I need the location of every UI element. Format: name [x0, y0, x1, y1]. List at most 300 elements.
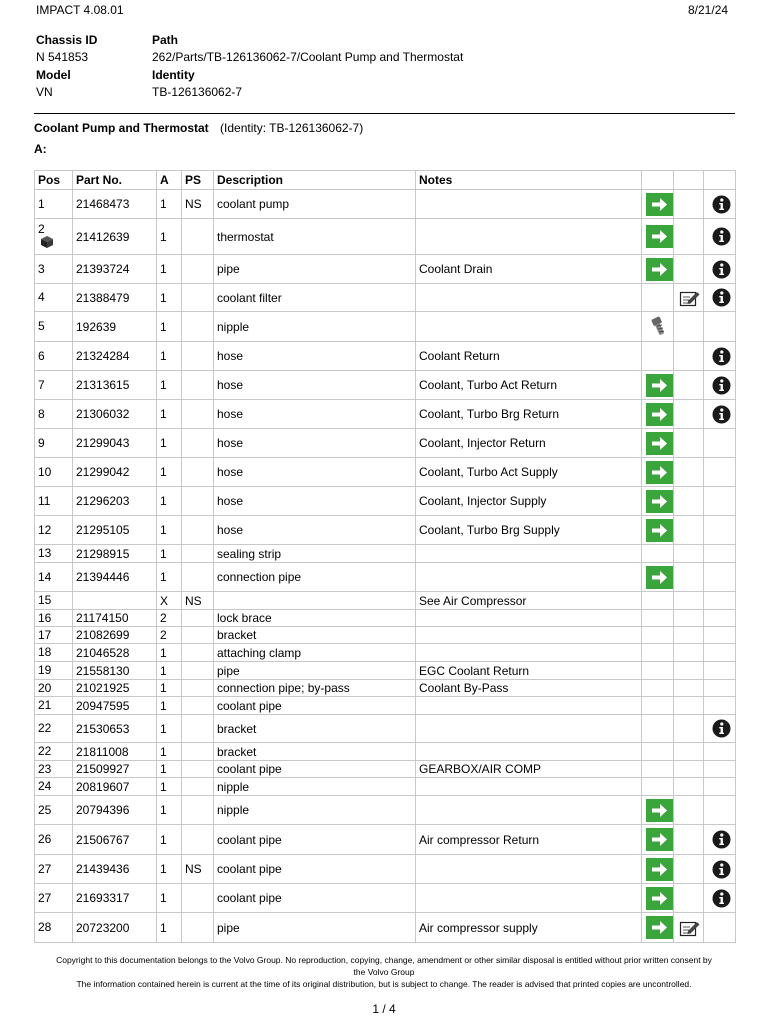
cell-action-3 — [704, 697, 736, 715]
cell-a: 1 — [157, 743, 182, 761]
cell-a: 1 — [157, 312, 182, 342]
cell-action-1 — [642, 680, 674, 697]
cell-action-3 — [704, 825, 736, 855]
table-row — [35, 697, 736, 715]
parts-table — [34, 170, 736, 943]
cell-notes — [416, 715, 642, 743]
cell-pos — [35, 913, 73, 943]
arrow-right-icon[interactable] — [646, 225, 673, 248]
cell-part-no — [73, 592, 157, 610]
cell-notes — [416, 644, 642, 662]
cell-a: 1 — [157, 219, 182, 255]
cell-notes — [416, 697, 642, 715]
cell-a: X — [157, 592, 182, 610]
cell-notes: GEARBOX/AIR COMP — [416, 761, 642, 778]
cell-action-1 — [642, 761, 674, 778]
cell-a: 1 — [157, 761, 182, 778]
cell-action-2 — [674, 697, 704, 715]
cell-ps — [182, 545, 214, 563]
cell-action-3 — [704, 884, 736, 913]
pos-value: 26 — [38, 832, 52, 846]
cell-action-1 — [642, 219, 674, 255]
cell-action-1 — [642, 545, 674, 563]
cell-action-1 — [642, 255, 674, 284]
edit-note-icon[interactable] — [679, 289, 701, 307]
cell-notes — [416, 312, 642, 342]
cell-pos — [35, 715, 73, 743]
arrow-right-icon[interactable] — [646, 858, 673, 881]
cell-part-no: 21174150 — [73, 610, 157, 627]
col-part-no: Part No. — [73, 171, 157, 190]
cell-pos — [35, 610, 73, 627]
cell-ps — [182, 371, 214, 400]
cell-action-2 — [674, 487, 704, 516]
part-box-icon — [40, 235, 54, 249]
cell-ps — [182, 697, 214, 715]
cell-notes: Air compressor supply — [416, 913, 642, 943]
cell-pos — [35, 563, 73, 592]
cell-a: 1 — [157, 662, 182, 680]
model-label: Model — [36, 68, 71, 82]
cell-ps — [182, 284, 214, 312]
pos-value: 3 — [38, 261, 45, 276]
footer-line-2: the Volvo Group — [353, 967, 415, 977]
col-action-2 — [674, 171, 704, 190]
cell-action-1 — [642, 855, 674, 884]
cell-action-1 — [642, 913, 674, 943]
arrow-right-icon[interactable] — [646, 799, 673, 822]
cell-part-no: 21393724 — [73, 255, 157, 284]
print-date: 8/21/24 — [688, 3, 729, 17]
cell-ps — [182, 255, 214, 284]
cell-ps — [182, 680, 214, 697]
cell-action-2 — [674, 715, 704, 743]
cell-ps — [182, 610, 214, 627]
cell-part-no: 21021925 — [73, 680, 157, 697]
cell-action-2 — [674, 761, 704, 778]
cell-action-3 — [704, 429, 736, 458]
cell-action-2 — [674, 190, 704, 219]
cell-notes — [416, 796, 642, 825]
pos-value: 11 — [38, 493, 51, 508]
cell-action-1 — [642, 796, 674, 825]
cell-action-3 — [704, 592, 736, 610]
cell-ps — [182, 516, 214, 545]
cell-ps — [182, 662, 214, 680]
col-a: A — [157, 171, 182, 190]
cell-description: nipple — [214, 778, 416, 796]
cell-part-no: 20819607 — [73, 778, 157, 796]
pos-value: 8 — [38, 406, 45, 421]
cell-pos — [35, 516, 73, 545]
arrow-right-icon[interactable] — [646, 887, 673, 910]
cell-ps — [182, 458, 214, 487]
info-icon[interactable] — [712, 376, 731, 395]
arrow-right-icon[interactable] — [646, 519, 673, 542]
pos-value: 21 — [38, 698, 52, 712]
info-icon[interactable] — [712, 405, 731, 424]
cell-pos — [35, 458, 73, 487]
section-identity: (Identity: TB-126136062-7) — [220, 121, 364, 135]
table-row — [35, 796, 736, 825]
cell-a: 1 — [157, 400, 182, 429]
cell-action-1 — [642, 190, 674, 219]
cell-action-3 — [704, 627, 736, 644]
cell-action-2 — [674, 563, 704, 592]
cell-ps — [182, 487, 214, 516]
cell-pos — [35, 429, 73, 458]
pos-value: 13 — [38, 546, 52, 560]
cell-part-no: 21530653 — [73, 715, 157, 743]
cell-action-2 — [674, 680, 704, 697]
cell-action-2 — [674, 913, 704, 943]
info-icon[interactable] — [712, 195, 731, 214]
table-row — [35, 644, 736, 662]
cell-action-1 — [642, 487, 674, 516]
arrow-right-icon[interactable] — [646, 374, 673, 397]
cell-description: pipe — [214, 913, 416, 943]
cell-action-2 — [674, 458, 704, 487]
model-value: VN — [36, 85, 53, 99]
table-row — [35, 913, 736, 943]
cell-a: 1 — [157, 855, 182, 884]
cell-action-3 — [704, 219, 736, 255]
cell-action-3 — [704, 342, 736, 371]
cell-part-no: 21811008 — [73, 743, 157, 761]
pos-value: 10 — [38, 464, 52, 479]
cell-ps — [182, 796, 214, 825]
cell-action-3 — [704, 855, 736, 884]
cell-action-1 — [642, 371, 674, 400]
cell-description: coolant pipe — [214, 884, 416, 913]
cell-ps — [182, 644, 214, 662]
table-row — [35, 855, 736, 884]
pos-value: 17 — [38, 627, 52, 642]
table-row — [35, 284, 736, 312]
table-row — [35, 592, 736, 610]
cell-ps — [182, 761, 214, 778]
cell-action-3 — [704, 371, 736, 400]
table-row — [35, 825, 736, 855]
cell-description: pipe — [214, 255, 416, 284]
cell-notes — [416, 190, 642, 219]
cell-a: 1 — [157, 458, 182, 487]
cell-action-3 — [704, 458, 736, 487]
cell-ps — [182, 778, 214, 796]
cell-description: connection pipe — [214, 563, 416, 592]
pos-value: 5 — [38, 319, 45, 333]
cell-pos — [35, 644, 73, 662]
cell-a: 1 — [157, 429, 182, 458]
cell-a: 1 — [157, 697, 182, 715]
cell-action-2 — [674, 592, 704, 610]
pos-value: 7 — [38, 377, 45, 392]
cell-pos — [35, 855, 73, 884]
cell-action-1 — [642, 342, 674, 371]
arrow-right-icon[interactable] — [646, 461, 673, 484]
col-pos: Pos — [35, 171, 73, 190]
cell-part-no: 21299043 — [73, 429, 157, 458]
info-icon[interactable] — [712, 830, 731, 849]
cell-action-1 — [642, 778, 674, 796]
table-row — [35, 190, 736, 219]
table-row — [35, 429, 736, 458]
col-ps: PS — [182, 171, 214, 190]
cell-ps — [182, 743, 214, 761]
pos-value: 19 — [38, 663, 52, 677]
col-action-1 — [642, 171, 674, 190]
col-description: Description — [214, 171, 416, 190]
cell-ps — [182, 715, 214, 743]
cell-a: 1 — [157, 545, 182, 563]
cell-description — [214, 592, 416, 610]
cell-pos — [35, 778, 73, 796]
cell-description: connection pipe; by-pass — [214, 680, 416, 697]
cell-a: 1 — [157, 190, 182, 219]
cell-part-no: 21299042 — [73, 458, 157, 487]
cell-description: sealing strip — [214, 545, 416, 563]
info-icon[interactable] — [712, 719, 731, 738]
cell-part-no: 20723200 — [73, 913, 157, 943]
cell-description: hose — [214, 400, 416, 429]
cell-part-no: 21296203 — [73, 487, 157, 516]
cell-part-no: 20947595 — [73, 697, 157, 715]
cell-notes: Coolant, Turbo Brg Supply — [416, 516, 642, 545]
cell-notes: Coolant, Turbo Act Return — [416, 371, 642, 400]
cell-action-3 — [704, 312, 736, 342]
cell-action-2 — [674, 516, 704, 545]
arrow-right-icon[interactable] — [646, 916, 673, 939]
cell-part-no: 21313615 — [73, 371, 157, 400]
info-icon[interactable] — [712, 860, 731, 879]
pos-value: 27 — [38, 890, 52, 905]
cell-action-2 — [674, 610, 704, 627]
cell-notes — [416, 284, 642, 312]
cell-action-1 — [642, 592, 674, 610]
cell-a: 2 — [157, 627, 182, 644]
cell-action-1 — [642, 884, 674, 913]
cell-action-1 — [642, 644, 674, 662]
info-icon[interactable] — [712, 260, 731, 279]
cell-description: attaching clamp — [214, 644, 416, 662]
table-row — [35, 545, 736, 563]
footer-line-1: Copyright to this documentation belongs to the Volvo Group. No reproduction, copying, change, amendment or other similar disposal is entitled without prior written consent by — [56, 955, 712, 965]
pos-value: 20 — [38, 680, 52, 695]
pos-value: 1 — [38, 196, 45, 211]
cell-notes: Coolant, Injector Return — [416, 429, 642, 458]
pos-value: 4 — [38, 290, 45, 304]
cell-notes — [416, 610, 642, 627]
arrow-right-icon[interactable] — [646, 432, 673, 455]
pos-value: 14 — [38, 569, 52, 584]
cell-part-no: 21082699 — [73, 627, 157, 644]
cell-pos — [35, 312, 73, 342]
cell-notes — [416, 884, 642, 913]
cell-notes: Coolant, Turbo Act Supply — [416, 458, 642, 487]
table-row — [35, 371, 736, 400]
cell-action-2 — [674, 284, 704, 312]
cell-pos — [35, 255, 73, 284]
cell-ps: NS — [182, 855, 214, 884]
cell-description: coolant pipe — [214, 697, 416, 715]
info-icon[interactable] — [712, 347, 731, 366]
cell-notes: Air compressor Return — [416, 825, 642, 855]
cell-action-2 — [674, 400, 704, 429]
cell-description: hose — [214, 516, 416, 545]
table-row — [35, 610, 736, 627]
cell-action-2 — [674, 855, 704, 884]
cell-action-2 — [674, 255, 704, 284]
pos-value: 15 — [38, 593, 52, 607]
cell-action-2 — [674, 219, 704, 255]
cell-action-3 — [704, 610, 736, 627]
cell-notes: Coolant, Injector Supply — [416, 487, 642, 516]
cell-description: hose — [214, 371, 416, 400]
cell-pos — [35, 627, 73, 644]
cell-notes: Coolant Drain — [416, 255, 642, 284]
cell-ps — [182, 219, 214, 255]
pos-value: 24 — [38, 779, 52, 793]
pos-value: 16 — [38, 610, 52, 625]
cell-description: hose — [214, 487, 416, 516]
info-icon[interactable] — [712, 889, 731, 908]
cell-notes: See Air Compressor — [416, 592, 642, 610]
page-number: 1 / 4 — [372, 1002, 396, 1016]
cell-action-2 — [674, 743, 704, 761]
cell-part-no: 21506767 — [73, 825, 157, 855]
table-row — [35, 662, 736, 680]
arrow-right-icon[interactable] — [646, 193, 673, 216]
cell-ps — [182, 563, 214, 592]
cell-description: coolant pipe — [214, 761, 416, 778]
section-a-label: A: — [34, 142, 47, 156]
cell-notes — [416, 778, 642, 796]
cell-part-no: 21468473 — [73, 190, 157, 219]
table-row — [35, 563, 736, 592]
cell-action-3 — [704, 743, 736, 761]
cell-action-2 — [674, 545, 704, 563]
cell-a: 1 — [157, 825, 182, 855]
cell-a: 1 — [157, 778, 182, 796]
cell-pos — [35, 796, 73, 825]
cell-notes — [416, 743, 642, 761]
cell-description: coolant pipe — [214, 825, 416, 855]
cell-action-2 — [674, 884, 704, 913]
cell-description: nipple — [214, 796, 416, 825]
cell-action-1 — [642, 563, 674, 592]
cell-action-3 — [704, 400, 736, 429]
info-icon[interactable] — [712, 288, 731, 307]
cell-action-1 — [642, 825, 674, 855]
cell-description: hose — [214, 429, 416, 458]
cell-action-3 — [704, 796, 736, 825]
pos-value: 25 — [38, 802, 52, 817]
pos-value: 27 — [38, 861, 52, 876]
cell-a: 1 — [157, 371, 182, 400]
cell-a: 1 — [157, 913, 182, 943]
cell-action-1 — [642, 743, 674, 761]
cell-action-3 — [704, 680, 736, 697]
cell-notes — [416, 219, 642, 255]
cell-action-2 — [674, 312, 704, 342]
cell-description: bracket — [214, 743, 416, 761]
edit-note-icon[interactable] — [679, 919, 701, 937]
cell-action-3 — [704, 284, 736, 312]
cell-part-no: 21693317 — [73, 884, 157, 913]
arrow-right-icon[interactable] — [646, 828, 673, 851]
cell-part-no: 21412639 — [73, 219, 157, 255]
info-icon[interactable] — [712, 227, 731, 246]
table-row — [35, 884, 736, 913]
arrow-right-icon[interactable] — [646, 258, 673, 281]
cell-a: 1 — [157, 255, 182, 284]
cell-notes — [416, 627, 642, 644]
cell-pos — [35, 400, 73, 429]
table-row — [35, 342, 736, 371]
cell-notes — [416, 855, 642, 884]
table-row — [35, 312, 736, 342]
cell-part-no: 21306032 — [73, 400, 157, 429]
pos-value: 2 — [38, 222, 45, 236]
cell-part-no: 20794396 — [73, 796, 157, 825]
cell-action-1 — [642, 429, 674, 458]
cell-pos — [35, 884, 73, 913]
cell-action-2 — [674, 796, 704, 825]
pos-value: 12 — [38, 522, 52, 537]
identity-value: TB-126136062-7 — [152, 85, 243, 99]
cell-a: 1 — [157, 796, 182, 825]
cell-action-3 — [704, 913, 736, 943]
cell-pos — [35, 545, 73, 563]
cell-part-no: 21298915 — [73, 545, 157, 563]
identity-label: Identity — [152, 68, 195, 82]
pos-value: 18 — [38, 645, 52, 659]
cell-part-no: 192639 — [73, 312, 157, 342]
arrow-right-icon[interactable] — [646, 490, 673, 513]
cell-description: coolant pump — [214, 190, 416, 219]
cell-pos — [35, 743, 73, 761]
cell-a: 2 — [157, 610, 182, 627]
cell-a: 1 — [157, 680, 182, 697]
chassis-value: N 541853 — [36, 50, 89, 64]
cell-action-3 — [704, 662, 736, 680]
col-notes: Notes — [416, 171, 642, 190]
cell-ps — [182, 627, 214, 644]
cell-action-2 — [674, 429, 704, 458]
cell-action-1 — [642, 715, 674, 743]
nipple-part-icon — [650, 316, 668, 338]
table-row — [35, 715, 736, 743]
arrow-right-icon[interactable] — [646, 566, 673, 589]
cell-action-1 — [642, 697, 674, 715]
cell-notes — [416, 545, 642, 563]
cell-notes: Coolant Return — [416, 342, 642, 371]
table-row — [35, 400, 736, 429]
chassis-label: Chassis ID — [36, 33, 98, 47]
cell-part-no: 21558130 — [73, 662, 157, 680]
cell-part-no: 21295105 — [73, 516, 157, 545]
table-row — [35, 516, 736, 545]
cell-action-1 — [642, 627, 674, 644]
cell-pos — [35, 371, 73, 400]
cell-action-3 — [704, 255, 736, 284]
arrow-right-icon[interactable] — [646, 403, 673, 426]
cell-ps: NS — [182, 592, 214, 610]
cell-description: bracket — [214, 715, 416, 743]
cell-action-1 — [642, 662, 674, 680]
cell-action-1 — [642, 610, 674, 627]
cell-action-1 — [642, 284, 674, 312]
